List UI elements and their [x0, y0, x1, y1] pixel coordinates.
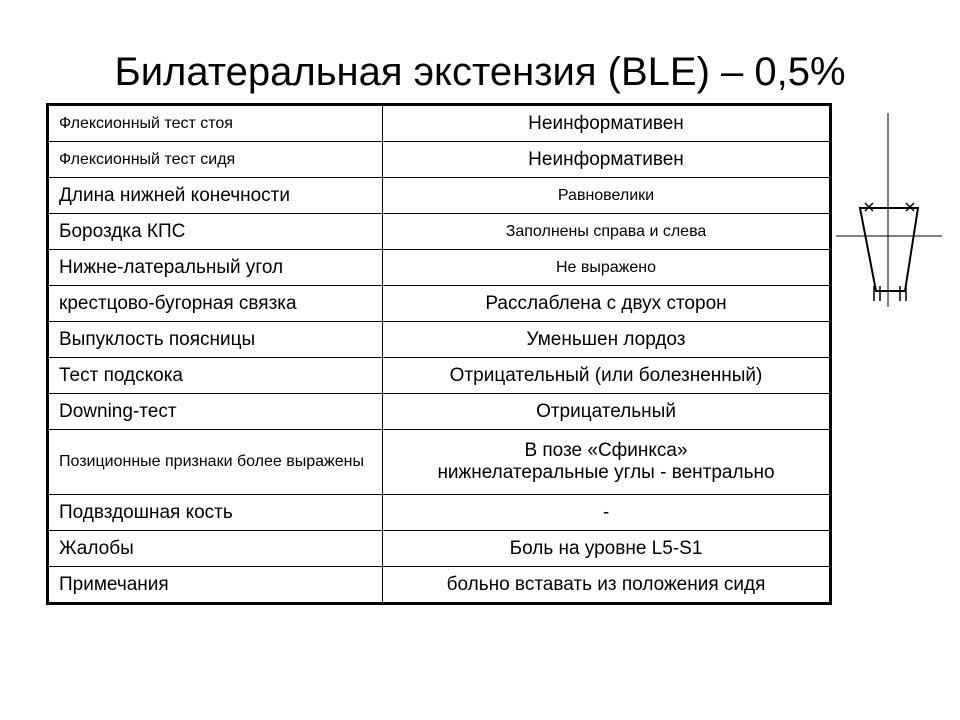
row-label: Флексионный тест стоя — [48, 105, 383, 142]
row-label: Тест подскока — [48, 358, 383, 394]
row-value: Неинформативен — [383, 142, 831, 178]
table-row — [48, 531, 831, 567]
table-row — [48, 286, 831, 322]
table-row — [48, 142, 831, 178]
sacrum-outline — [860, 208, 918, 291]
sacrum-diagram — [830, 105, 950, 315]
row-value-line-2: нижнелатеральные углы - вентрально — [437, 462, 775, 483]
table-row — [48, 214, 831, 250]
table-row — [48, 430, 831, 495]
row-value: Боль на уровне L5-S1 — [383, 531, 831, 567]
row-label: Жалобы — [48, 531, 383, 567]
row-value — [383, 430, 831, 495]
table-row — [48, 567, 831, 604]
row-value: Расслаблена с двух сторон — [383, 286, 831, 322]
row-value: Отрицательный (или болезненный) — [383, 358, 831, 394]
table-row — [48, 250, 831, 286]
row-label: Downing-тест — [48, 394, 383, 430]
row-value: Не выражено — [383, 250, 831, 286]
table-row — [48, 105, 831, 142]
table-row — [48, 358, 831, 394]
row-label: Длина нижней конечности — [48, 178, 383, 214]
findings-table — [46, 103, 832, 605]
row-value: Равновелики — [383, 178, 831, 214]
row-label: Подвздошная кость — [48, 495, 383, 531]
slide-title: Билатеральная экстензия (BLE) – 0,5% — [114, 50, 846, 94]
row-label: Нижне-латеральный угол — [48, 250, 383, 286]
row-value: больно вставать из положения сидя — [383, 567, 831, 604]
row-label: Бороздка КПС — [48, 214, 383, 250]
table-row — [48, 322, 831, 358]
row-value: - — [383, 495, 831, 531]
row-value: Неинформативен — [383, 105, 831, 142]
row-label: Примечания — [48, 567, 383, 604]
row-label: крестцово-бугорная связка — [48, 286, 383, 322]
row-value: Отрицательный — [383, 394, 831, 430]
row-label: Выпуклость поясницы — [48, 322, 383, 358]
row-value: Уменьшен лордоз — [383, 322, 831, 358]
row-value-line-1: В позе «Сфинкса» — [524, 440, 688, 461]
row-value: Заполнены справа и слева — [383, 214, 831, 250]
row-label: Позиционные признаки более выражены — [48, 430, 383, 495]
table-row — [48, 495, 831, 531]
table-row — [48, 178, 831, 214]
row-label: Флексионный тест сидя — [48, 142, 383, 178]
table-row — [48, 394, 831, 430]
